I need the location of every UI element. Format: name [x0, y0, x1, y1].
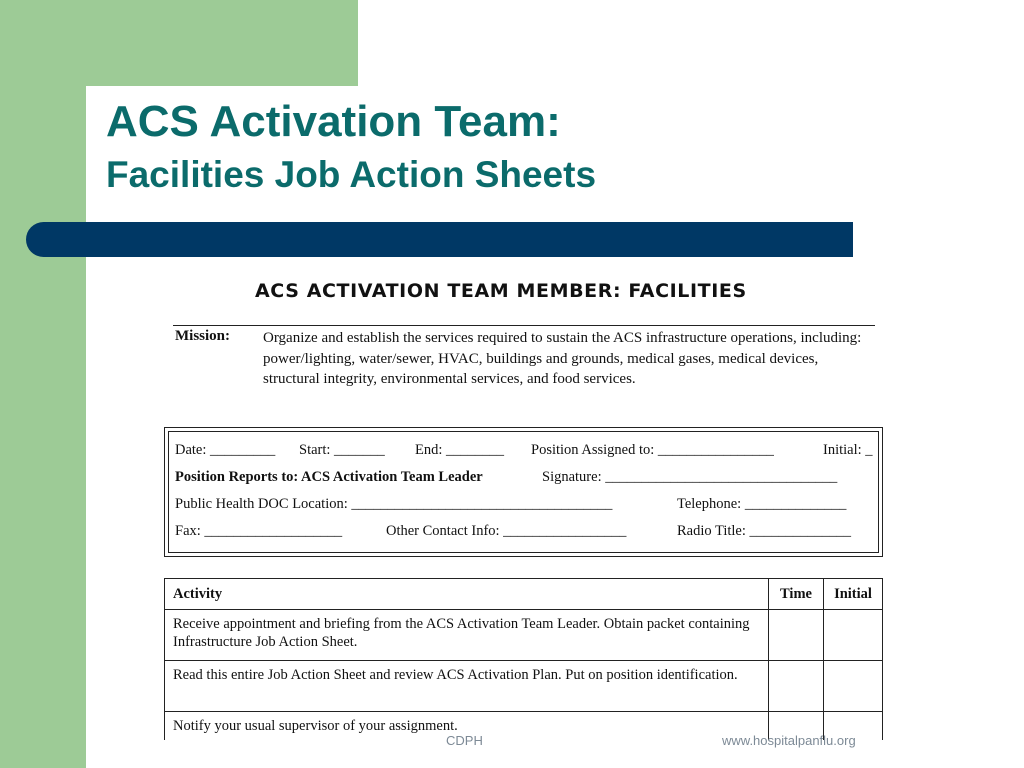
signature-field: Signature: ________________________________: [542, 469, 838, 485]
info-row-reports-to: [175, 469, 837, 486]
footer-right-text: www.hospitalpanflu.org: [722, 733, 856, 748]
info-form: [168, 431, 879, 553]
info-row-dates: [175, 442, 873, 459]
time-cell: [769, 610, 824, 661]
fax-field: Fax: ___________________: [175, 523, 343, 539]
table-row: [165, 661, 883, 712]
initial-cell: [824, 661, 883, 712]
slide-title: ACS Activation Team:: [106, 97, 561, 146]
end-field: End: ________: [415, 442, 505, 458]
activity-cell: Read this entire Job Action Sheet and review ACS Activation Plan. Put on position identification.: [165, 661, 769, 712]
slide-subtitle: Facilities Job Action Sheets: [106, 154, 597, 195]
mission-label: Mission:: [175, 328, 231, 344]
table-row: [165, 610, 883, 661]
activity-cell: Receive appointment and briefing from the ACS Activation Team Leader. Obtain packet containing Infrastructure Job Action Sheet.: [165, 610, 769, 661]
left-decorative-band: [0, 0, 86, 768]
table-header-row: [165, 579, 883, 610]
title-divider-bar: [26, 222, 853, 257]
position-assigned-field: Position Assigned to: ________________: [531, 442, 774, 458]
top-decorative-band: [0, 0, 358, 86]
reports-to-field: Position Reports to: ACS Activation Team Leader: [175, 469, 483, 485]
mission-text: Organize and establish the services required to sustain the ACS infrastructure operations, including: power/lighting, water/sewer, HVAC, buildings and grounds, medical gases, medical devices, structural integrity, environmental services, and food services.: [263, 330, 862, 387]
initial-cell: [824, 610, 883, 661]
doc-location-field: Public Health DOC Location: ____________________________________: [175, 496, 613, 512]
heading-rule: [173, 325, 875, 326]
telephone-field: Telephone: ______________: [677, 496, 847, 512]
initial-field: Initial: _: [823, 442, 873, 458]
start-field: Start: _______: [299, 442, 385, 458]
activity-cell: Notify your usual supervisor of your assignment.: [165, 712, 769, 751]
other-contact-field: Other Contact Info: _________________: [386, 523, 627, 539]
initial-column-header: Initial: [824, 579, 883, 610]
info-row-location: [175, 496, 846, 513]
date-field: Date: _________: [175, 442, 276, 458]
document-heading: ACS ACTIVATION TEAM MEMBER: FACILITIES: [255, 280, 747, 302]
time-cell: [769, 661, 824, 712]
footer-area: [86, 740, 1024, 768]
radio-title-field: Radio Title: ______________: [677, 523, 852, 539]
info-row-contacts: [175, 523, 851, 540]
activity-table: [164, 578, 883, 751]
footer-left-text: CDPH: [446, 733, 483, 748]
activity-column-header: Activity: [165, 579, 769, 610]
time-column-header: Time: [769, 579, 824, 610]
